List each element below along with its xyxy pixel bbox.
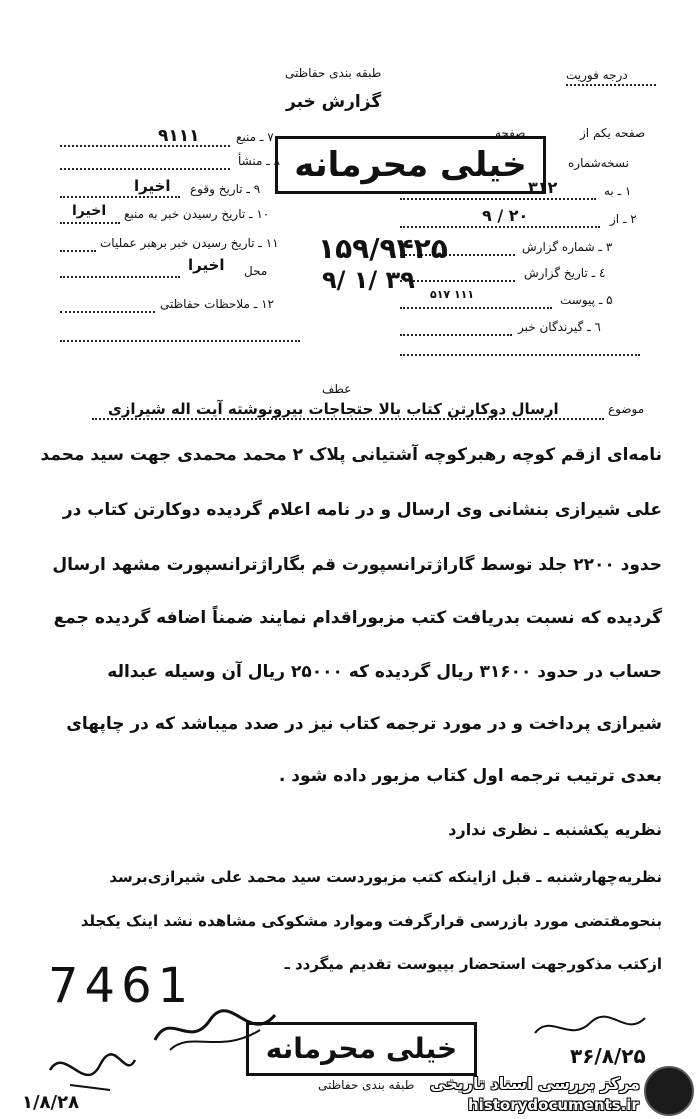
body-line: گردیده که نسبت بدریافت کتب مزبوراقدام نمایند ضمناً اضافه گردیده جمع	[53, 608, 662, 628]
field-arrival-source-label: ۱۰ ـ تاریخ رسیدن خبر به منبع	[124, 207, 270, 221]
body-line: بعدی ترتیب ترجمه اول کتاب مزبور داده شود .	[278, 766, 662, 786]
field-place-line	[60, 276, 180, 278]
subject-line	[92, 418, 604, 420]
confidential-stamp-bottom-text: خیلی محرمانه	[265, 1032, 458, 1065]
subject-label: موضوع	[608, 402, 645, 416]
watermark-line-2: historydocuments.ir	[468, 1096, 639, 1114]
watermark-line-1: مرکز بررسی اسناد تاریخی	[430, 1074, 640, 1093]
field-arrival-operation-label: ۱۱ ـ تاریخ رسیدن خبر برهبر عملیات	[100, 236, 279, 250]
comment-sunday: نظریه یکشنبه ـ نظری ندارد	[448, 820, 662, 839]
field-place-value: اخیرا	[188, 256, 225, 274]
handwritten-small-note: ۵۱۷ ۱۱۱	[430, 288, 475, 301]
handwritten-report-number: ۱۵۹/۹۴۲۵	[318, 232, 448, 265]
field-arrival-source-value: اخیرا	[72, 203, 107, 219]
subject-superscript: عطف	[322, 382, 352, 396]
field-arrival-source-line	[60, 222, 120, 224]
field-to-line	[400, 198, 596, 200]
field-occurrence-date-label: ۹ ـ تاریخ وقوع	[190, 182, 261, 196]
field-arrival-operation-line	[60, 250, 96, 252]
body-line: علی شیرازی بنشانی وی ارسال و در نامه اعلام گردیده دوکارتن کتاب در	[62, 500, 662, 520]
field-recipients-label: ٦ ـ گیرندگان خبر	[518, 320, 601, 334]
confidential-stamp-bottom	[246, 1022, 477, 1076]
field-attachment-label: ۵ ـ پیوست	[560, 293, 613, 307]
comment-wednesday-line: بنحومقتضی مورد بازرسی قرارگرفت وموارد مشکوکی مشاهده نشد اینک یکجلد	[80, 912, 662, 930]
right-extra-line	[400, 354, 640, 356]
field-page-suffix: صفحه	[495, 126, 526, 140]
field-from-value: ۹ / ۲۰	[482, 206, 529, 225]
field-from-label: ۲ ـ از	[610, 212, 637, 226]
signature-bottom-left	[40, 1040, 140, 1100]
subject-text: ارسال دوکارتن کتاب بالا حتجاجات بیرونوشته آیت اله شیرازی	[108, 400, 559, 418]
body-line: شیرازی پرداخت و در مورد ترجمه کتاب نیز در صدد میباشد که در چاپهای	[66, 714, 662, 734]
urgency-line	[566, 84, 656, 86]
field-copy-number-label: نسخه‌شماره	[568, 156, 629, 170]
field-from-line	[400, 226, 600, 228]
field-occurrence-date-line	[60, 196, 180, 198]
handwritten-big-number: 7461	[48, 958, 195, 1014]
field-page-label: صفحه یکم از	[580, 126, 646, 140]
handwritten-date-bottom-right: ۳۶/۸/۲۵	[570, 1044, 646, 1068]
classification-label-bottom: طبقه بندی حفاظتی	[318, 1078, 415, 1092]
body-line: نامه‌ای ازقم کوچه رهبرکوچه آشتیانی پلاک ۲ محمد محمدی جهت سید محمد	[40, 445, 662, 465]
field-security-notes-label: ۱۲ ـ ملاحظات حفاظتی	[160, 297, 274, 311]
field-source-label: ۷ ـ منبع	[236, 130, 274, 144]
document-title: گزارش خبر	[286, 92, 382, 112]
handwritten-date-bottom-left: ۱/۸/۲۸	[22, 1092, 80, 1113]
comment-wednesday-line: نظریه‌چهارشنبه ـ قبل ازاینکه کتب مزبوردست سید محمد علی شیرازی‌برسد	[109, 868, 662, 886]
comment-wednesday-line: ازکتب مذکورجهت استحضار بپیوست تقدیم میگردد ـ	[284, 955, 662, 973]
body-line: حساب در حدود ۳۱۶۰۰ ریال گردیده که ۲۵۰۰۰ ریال آن وسیله عبداله	[107, 662, 662, 682]
field-security-notes-line	[60, 311, 155, 313]
body-line: حدود ۲۲۰۰ جلد توسط گاراژترانسپورت قم بگاراژترانسپورت مشهد ارسال	[52, 555, 662, 575]
field-recipients-line	[400, 334, 512, 336]
field-source-line	[60, 145, 230, 147]
confidential-stamp-top-text: خیلی محرمانه	[294, 145, 527, 185]
urgency-label: درجه فوریت	[566, 68, 628, 82]
handwritten-report-date: ۹/ ۱/ ۳۹	[322, 266, 415, 294]
field-occurrence-date-value: اخیرا	[134, 177, 171, 195]
field-origin-line	[60, 168, 230, 170]
field-report-date-label: ٤ ـ تاریخ گزارش	[524, 266, 606, 280]
field-report-date-line	[400, 280, 515, 282]
watermark-logo-icon	[644, 1066, 694, 1116]
signature-right	[530, 1008, 650, 1048]
field-to-value: ۳۱۲	[528, 178, 558, 197]
field-source-value: ۹۱۱۱	[158, 126, 200, 146]
field-attachment-line	[400, 307, 552, 309]
left-extra-line	[60, 340, 300, 342]
classification-label-top: طبقه بندی حفاظتی	[285, 66, 382, 80]
field-report-number-label: ۳ ـ شماره گزارش	[522, 240, 613, 254]
field-to-label: ۱ ـ به	[604, 184, 632, 198]
field-place-label: محل	[244, 264, 268, 278]
field-origin-label: ۸ ـ منشأ	[238, 154, 281, 168]
confidential-stamp-top	[275, 136, 546, 194]
